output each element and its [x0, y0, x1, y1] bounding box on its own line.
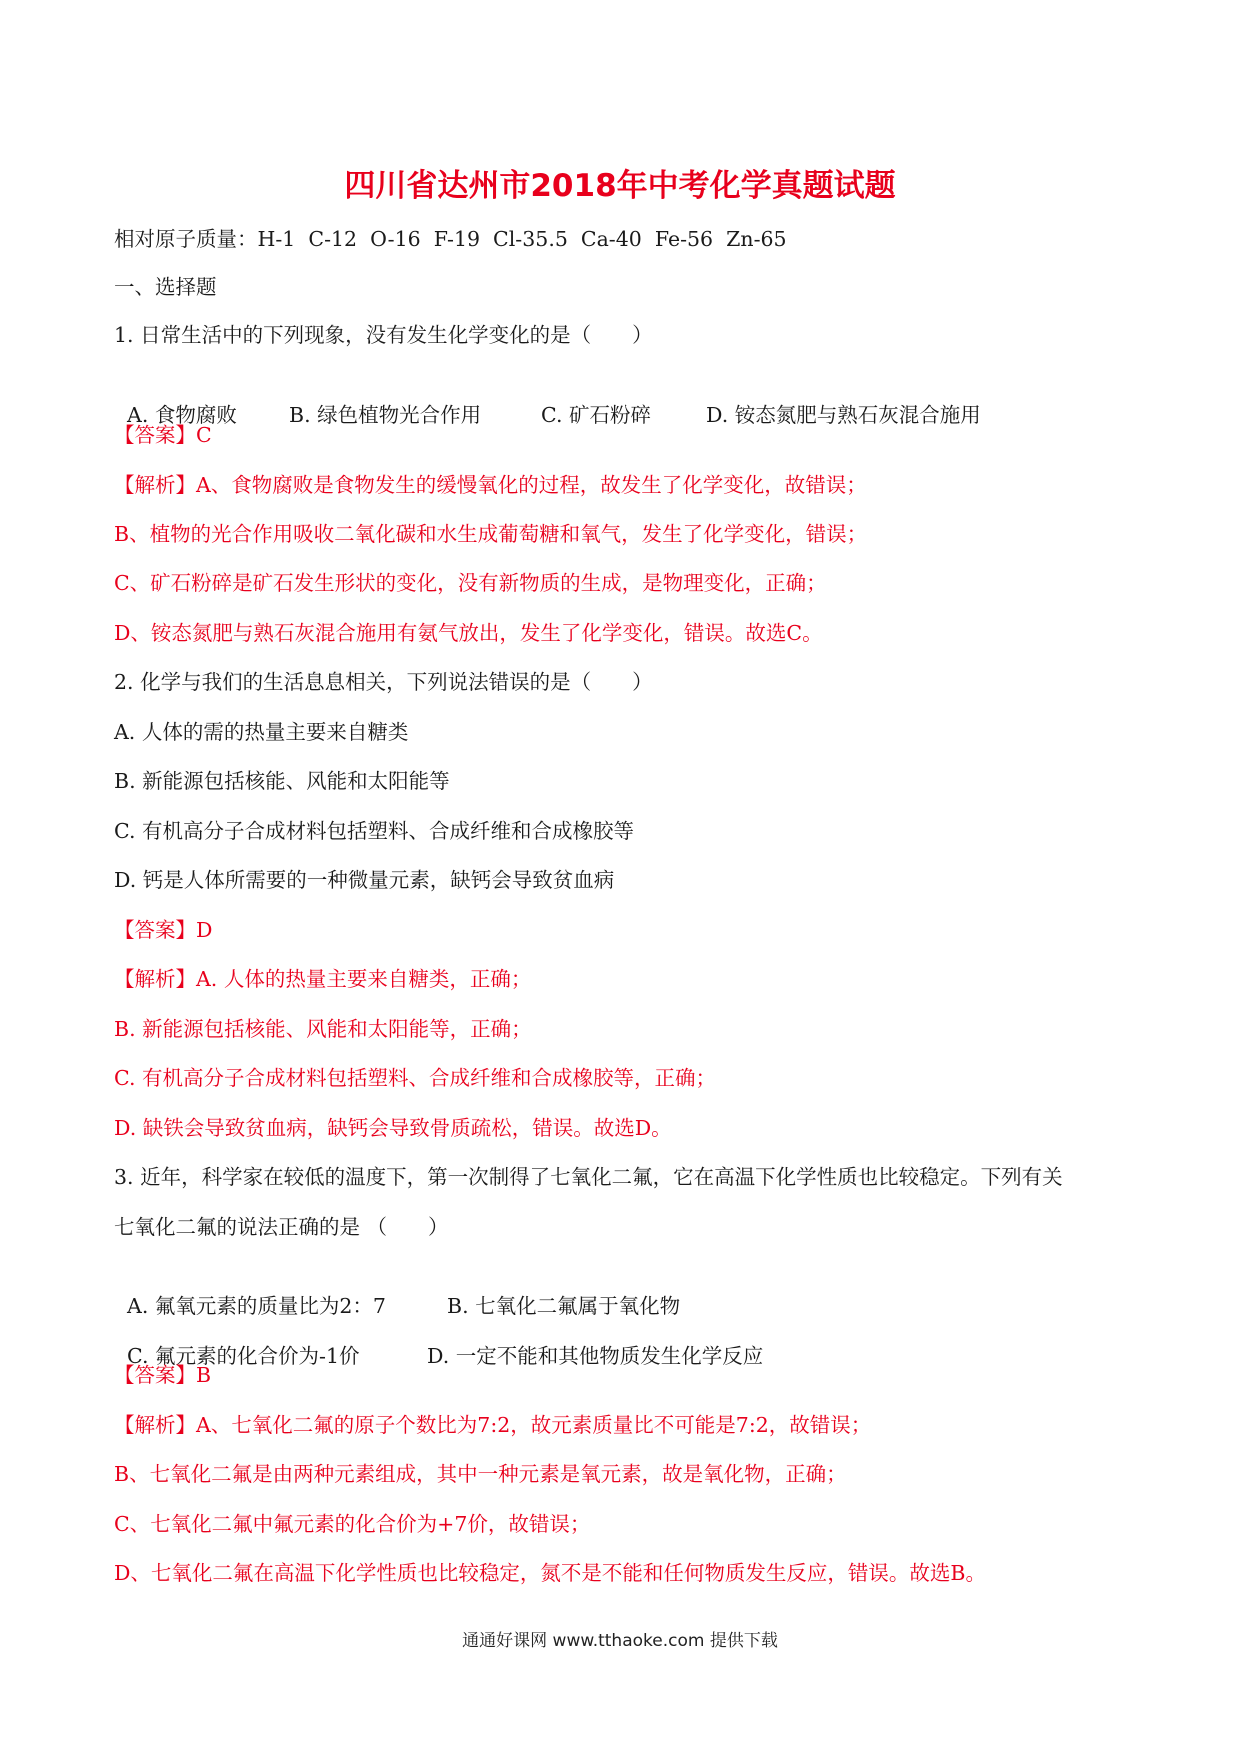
q2-option-a: A. 人体的需的热量主要来自糖类	[114, 720, 409, 744]
analysis-text: A、食物腐败是食物发生的缓慢氧化的过程，故发生了化学变化，故错误；	[196, 473, 867, 497]
atomic-masses: 相对原子质量：H-1 C-12 O-16 F-19 Cl-35.5 Ca-40 Fe-56 Zn-65	[114, 227, 787, 251]
q1-option-b: B. 绿色植物光合作用	[289, 403, 482, 427]
page-footer: 通通好课网 www.tthaoke.com 提供下载	[462, 1631, 778, 1651]
q2-analysis-line: C. 有机高分子合成材料包括塑料、合成纤维和合成橡胶等，正确；	[114, 1066, 716, 1090]
answer-value: C	[196, 423, 212, 447]
q1-option-d: D. 铵态氮肥与熟石灰混合施用	[706, 403, 981, 427]
analysis-tag: 【解析】	[114, 1413, 196, 1437]
analysis-tag: 【解析】	[114, 967, 196, 991]
q3-options-row	[114, 1311, 763, 1371]
q1-analysis-line	[114, 470, 867, 500]
section-heading: 一、选择题	[114, 275, 217, 299]
q2-option-c: C. 有机高分子合成材料包括塑料、合成纤维和合成橡胶等	[114, 819, 634, 843]
q3-option-d: D. 一定不能和其他物质发生化学反应	[427, 1344, 764, 1368]
answer-value: B	[196, 1363, 212, 1387]
q1-answer	[114, 420, 212, 450]
q2-analysis-line	[114, 964, 531, 994]
q1-option-c: C. 矿石粉碎	[541, 403, 652, 427]
q1-options	[114, 370, 981, 430]
q1-option-a: A. 食物腐败	[127, 403, 237, 427]
q2-analysis-line: B. 新能源包括核能、风能和太阳能等，正确；	[114, 1017, 532, 1041]
q3-option-a: A. 氟氧元素的质量比为2：7	[127, 1294, 386, 1318]
q2-stem: 2. 化学与我们的生活息息相关，下列说法错误的是（ ）	[114, 670, 653, 694]
answer-tag: 【答案】	[114, 1363, 196, 1387]
analysis-text: A、七氧化二氟的原子个数比为7:2，故元素质量比不可能是7:2，故错误；	[196, 1413, 872, 1437]
q3-stem-continued: 七氧化二氟的说法正确的是 （ ）	[114, 1215, 449, 1239]
q1-analysis-line: D、铵态氮肥与熟石灰混合施用有氨气放出，发生了化学变化，错误。故选C。	[114, 621, 823, 645]
answer-tag: 【答案】	[114, 918, 196, 942]
answer-tag: 【答案】	[114, 423, 196, 447]
q3-option-b: B. 七氧化二氟属于氧化物	[447, 1294, 681, 1318]
q2-analysis-line: D. 缺铁会导致贫血病，缺钙会导致骨质疏松，错误。故选D。	[114, 1116, 672, 1140]
analysis-tag: 【解析】	[114, 473, 196, 497]
q1-analysis-line: C、矿石粉碎是矿石发生形状的变化，没有新物质的生成，是物理变化，正确；	[114, 571, 827, 595]
q3-option-c: C. 氟元素的化合价为-1价	[127, 1344, 360, 1368]
q2-option-d: D. 钙是人体所需要的一种微量元素，缺钙会导致贫血病	[114, 868, 615, 892]
analysis-text: A. 人体的热量主要来自糖类，正确；	[196, 967, 532, 991]
q3-analysis-line: D、七氧化二氟在高温下化学性质也比较稳定，氮不是不能和任何物质发生反应，错误。故选B。	[114, 1561, 986, 1585]
page-title: 四川省达州市2018年中考化学真题试题	[344, 168, 896, 204]
q2-option-b: B. 新能源包括核能、风能和太阳能等	[114, 769, 450, 793]
q3-stem: 3. 近年，科学家在较低的温度下，第一次制得了七氧化二氟，它在高温下化学性质也比较稳定。下列有关	[114, 1165, 1063, 1189]
q3-analysis-line: B、七氧化二氟是由两种元素组成，其中一种元素是氧元素，故是氧化物，正确；	[114, 1462, 847, 1486]
q2-answer	[114, 915, 212, 945]
q3-answer	[114, 1360, 211, 1390]
answer-value: D	[196, 918, 213, 942]
q1-stem: 1. 日常生活中的下列现象，没有发生化学变化的是（ ）	[114, 323, 653, 347]
q1-analysis-line: B、植物的光合作用吸收二氧化碳和水生成葡萄糖和氧气，发生了化学变化，错误；	[114, 522, 868, 546]
q3-analysis-line: C、七氧化二氟中氟元素的化合价为+7价，故错误；	[114, 1512, 591, 1536]
q3-analysis-line	[114, 1410, 871, 1440]
